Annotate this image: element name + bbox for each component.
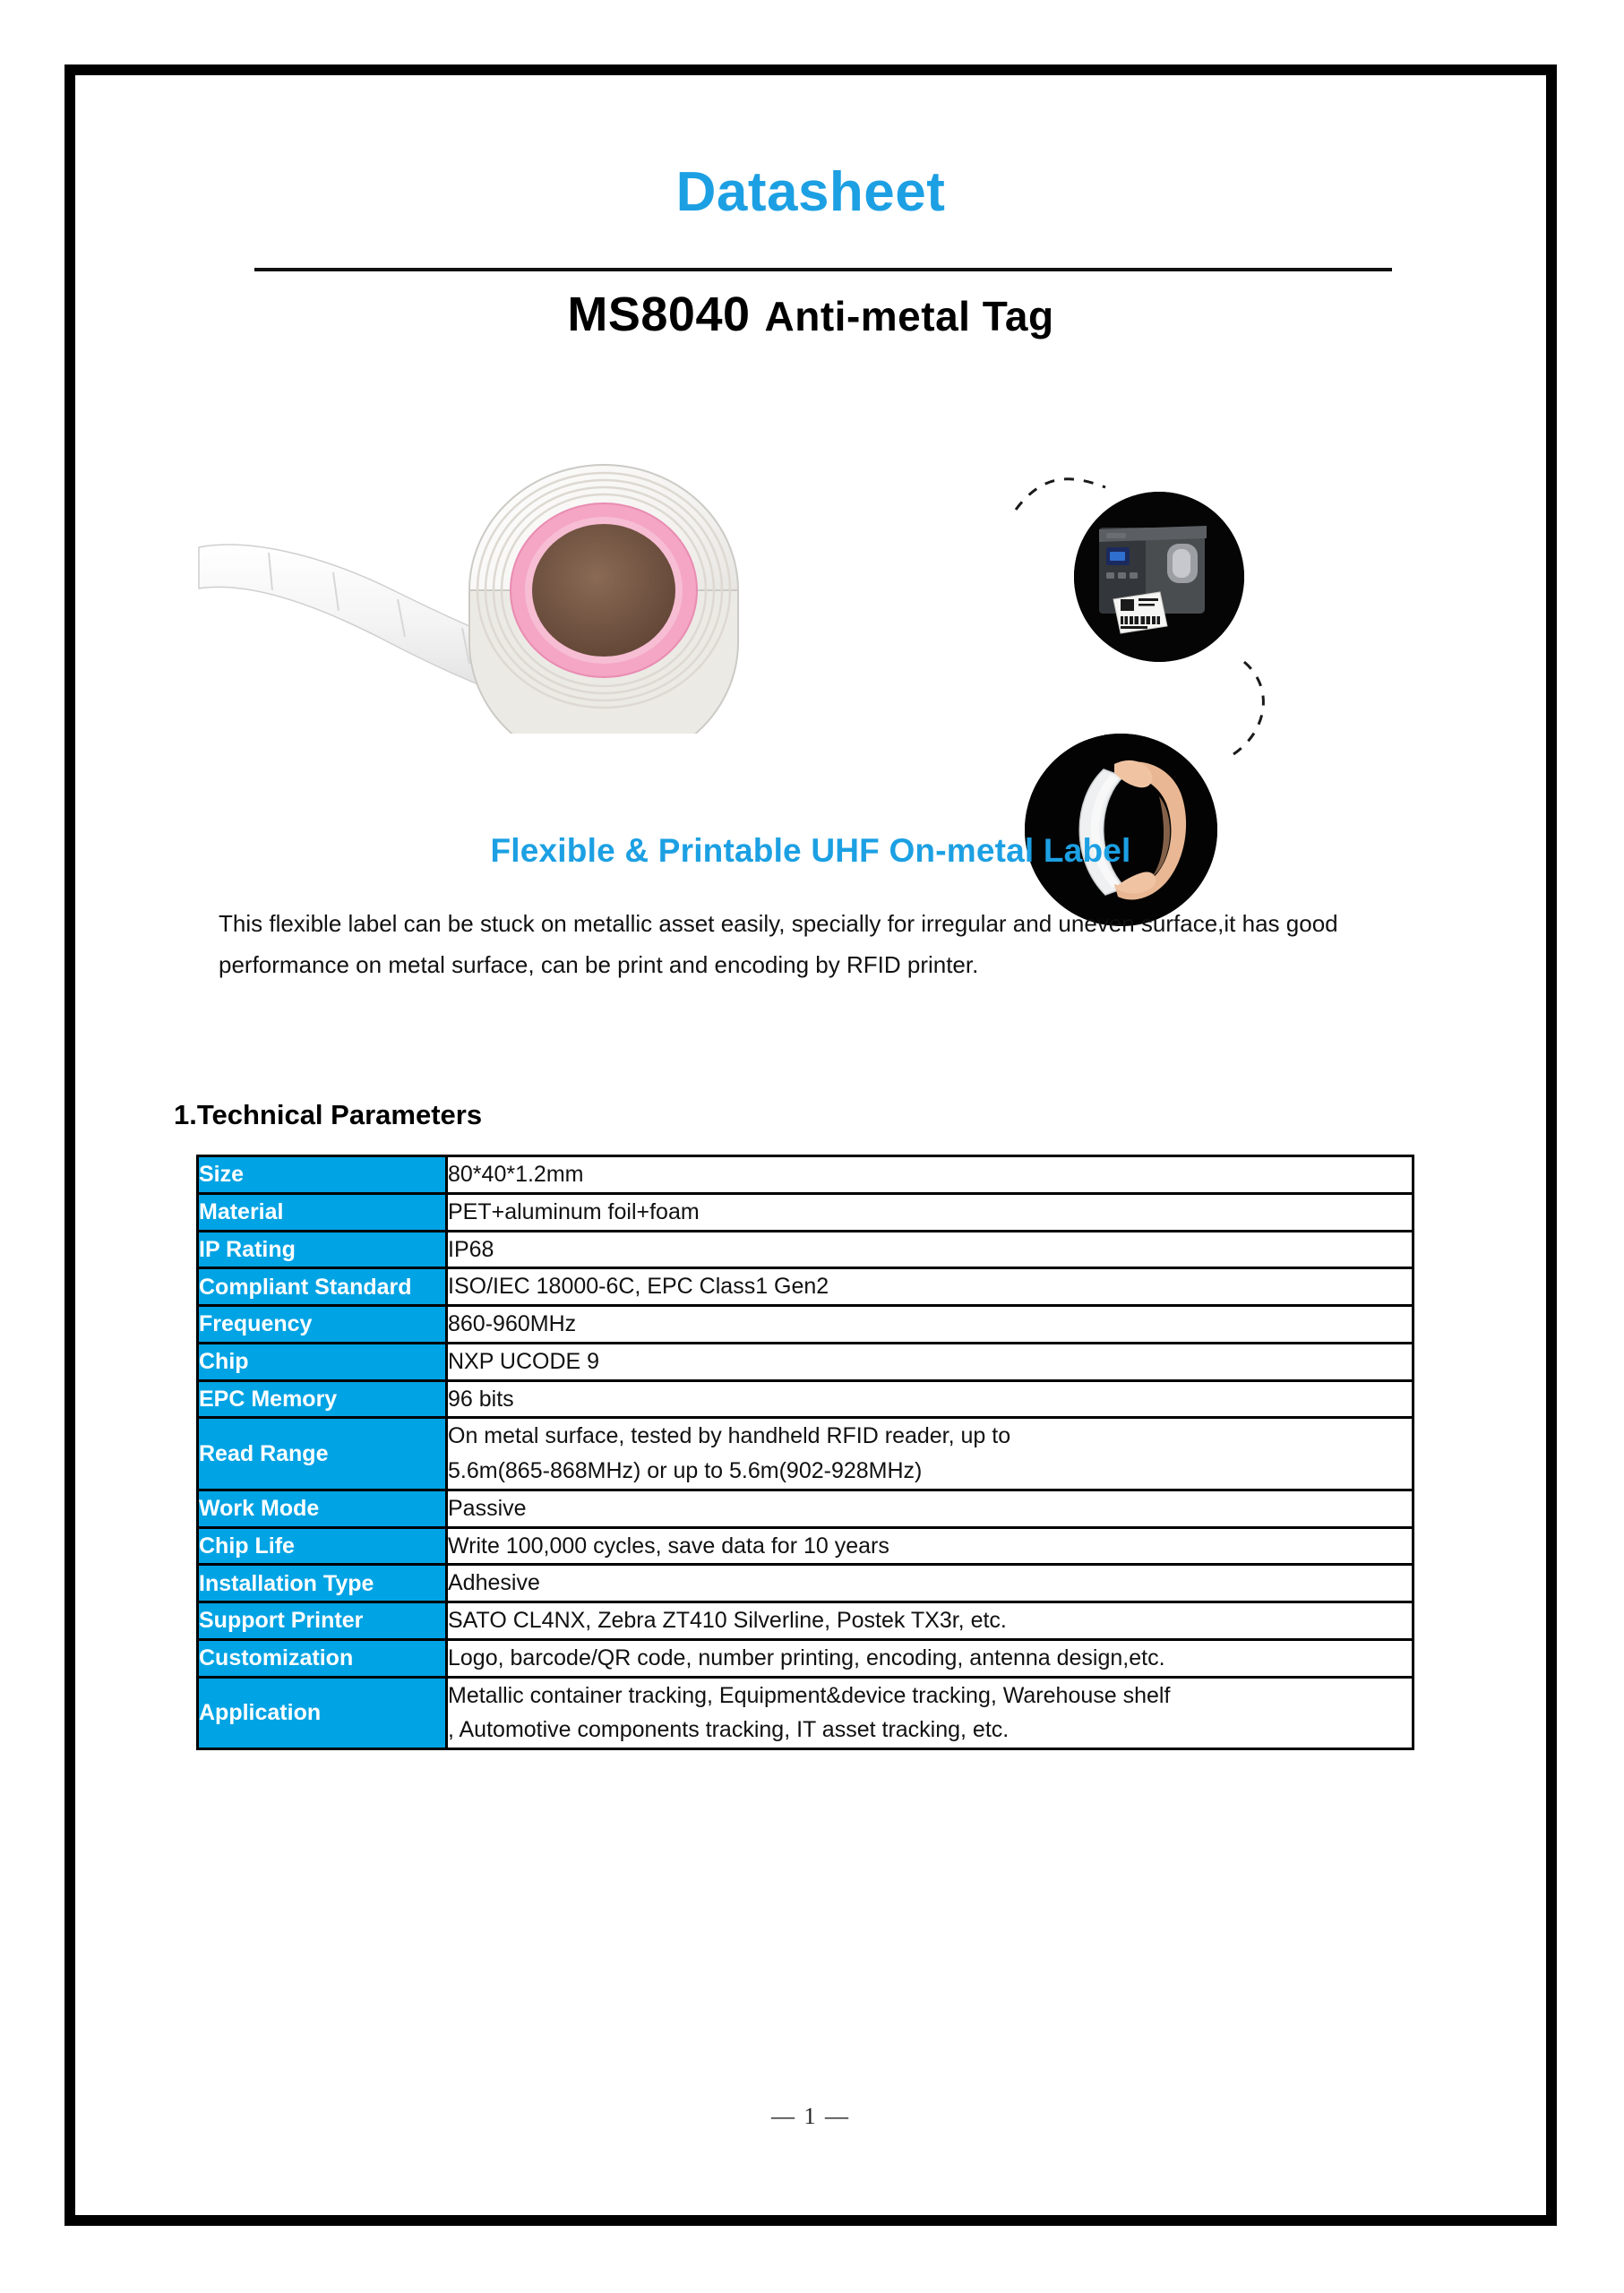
table-row bbox=[198, 1490, 1413, 1527]
spec-value: 860-960MHz bbox=[447, 1306, 1413, 1344]
spec-value: Logo, barcode/QR code, number printing, encoding, antenna design,etc. bbox=[447, 1639, 1413, 1677]
table-row bbox=[198, 1418, 1413, 1490]
table-row bbox=[198, 1380, 1413, 1418]
spec-label: Material bbox=[198, 1193, 447, 1231]
table-row bbox=[198, 1565, 1413, 1602]
spec-value: ISO/IEC 18000-6C, EPC Class1 Gen2 bbox=[447, 1268, 1413, 1306]
table-row bbox=[198, 1156, 1413, 1194]
product-model: MS8040 bbox=[567, 288, 751, 341]
table-row bbox=[198, 1306, 1413, 1344]
spec-value: PET+aluminum foil+foam bbox=[447, 1193, 1413, 1231]
spec-label: Read Range bbox=[198, 1418, 447, 1490]
product-kind: Anti-metal Tag bbox=[764, 293, 1054, 339]
spec-value-line1: On metal surface, tested by handheld RFID reader, up to bbox=[448, 1423, 1011, 1449]
table-row bbox=[198, 1639, 1413, 1677]
table-row bbox=[198, 1231, 1413, 1268]
technical-parameters-table bbox=[196, 1155, 1414, 1750]
page-number: — 1 — bbox=[771, 2103, 850, 2129]
title-divider bbox=[254, 268, 1392, 271]
hero-image-group bbox=[75, 375, 1546, 760]
spec-value: Write 100,000 cycles, save data for 10 years bbox=[447, 1527, 1413, 1565]
table-row bbox=[198, 1268, 1413, 1306]
table-row bbox=[198, 1193, 1413, 1231]
table-row bbox=[198, 1602, 1413, 1640]
spec-value-line2: 5.6m(865-868MHz) or up to 5.6m(902-928MHz) bbox=[448, 1458, 923, 1483]
spec-label: Chip Life bbox=[198, 1527, 447, 1565]
section-heading-technical-parameters: 1.Technical Parameters bbox=[174, 1099, 483, 1130]
spec-label: Installation Type bbox=[198, 1565, 447, 1602]
spec-value: SATO CL4NX, Zebra ZT410 Silverline, Postek TX3r, etc. bbox=[447, 1602, 1413, 1640]
page-border-frame bbox=[64, 64, 1557, 2226]
spec-label: EPC Memory bbox=[198, 1380, 447, 1418]
spec-value: 96 bits bbox=[447, 1380, 1413, 1418]
spec-value bbox=[447, 1677, 1413, 1749]
table-row bbox=[198, 1527, 1413, 1565]
spec-label: Work Mode bbox=[198, 1490, 447, 1527]
spec-table-body bbox=[198, 1156, 1413, 1749]
spec-label: Application bbox=[198, 1677, 447, 1749]
product-subtitle: Flexible & Printable UHF On-metal Label bbox=[490, 832, 1131, 869]
spec-value: Adhesive bbox=[447, 1565, 1413, 1602]
table-row bbox=[198, 1677, 1413, 1749]
spec-value-line1: Metallic container tracking, Equipment&device tracking, Warehouse shelf bbox=[448, 1682, 1171, 1708]
spec-value bbox=[447, 1418, 1413, 1490]
printer-photo bbox=[1074, 492, 1244, 662]
page-title: Datasheet bbox=[675, 161, 946, 223]
spec-value: IP68 bbox=[447, 1231, 1413, 1268]
page-content bbox=[75, 75, 1546, 2215]
spec-label: Support Printer bbox=[198, 1602, 447, 1640]
product-title bbox=[75, 290, 1546, 339]
flexible-label-hand-photo bbox=[1025, 734, 1217, 926]
spec-value: Passive bbox=[447, 1490, 1413, 1527]
spec-label: Chip bbox=[198, 1343, 447, 1380]
spec-label: Size bbox=[198, 1156, 447, 1194]
spec-label: Frequency bbox=[198, 1306, 447, 1344]
table-row bbox=[198, 1343, 1413, 1380]
label-roll-image bbox=[183, 438, 774, 734]
spec-value: NXP UCODE 9 bbox=[447, 1343, 1413, 1380]
spec-label: IP Rating bbox=[198, 1231, 447, 1268]
spec-label: Customization bbox=[198, 1639, 447, 1677]
spec-value: 80*40*1.2mm bbox=[447, 1156, 1413, 1194]
spec-value-line2: , Automotive components tracking, IT asset tracking, etc. bbox=[448, 1717, 1010, 1743]
spec-label: Compliant Standard bbox=[198, 1268, 447, 1306]
intro-paragraph: This flexible label can be stuck on metallic asset easily, specially for irregular and uneven surface,it has good performance on metal surface, can be print and encoding by RFID printer. bbox=[219, 910, 1338, 978]
